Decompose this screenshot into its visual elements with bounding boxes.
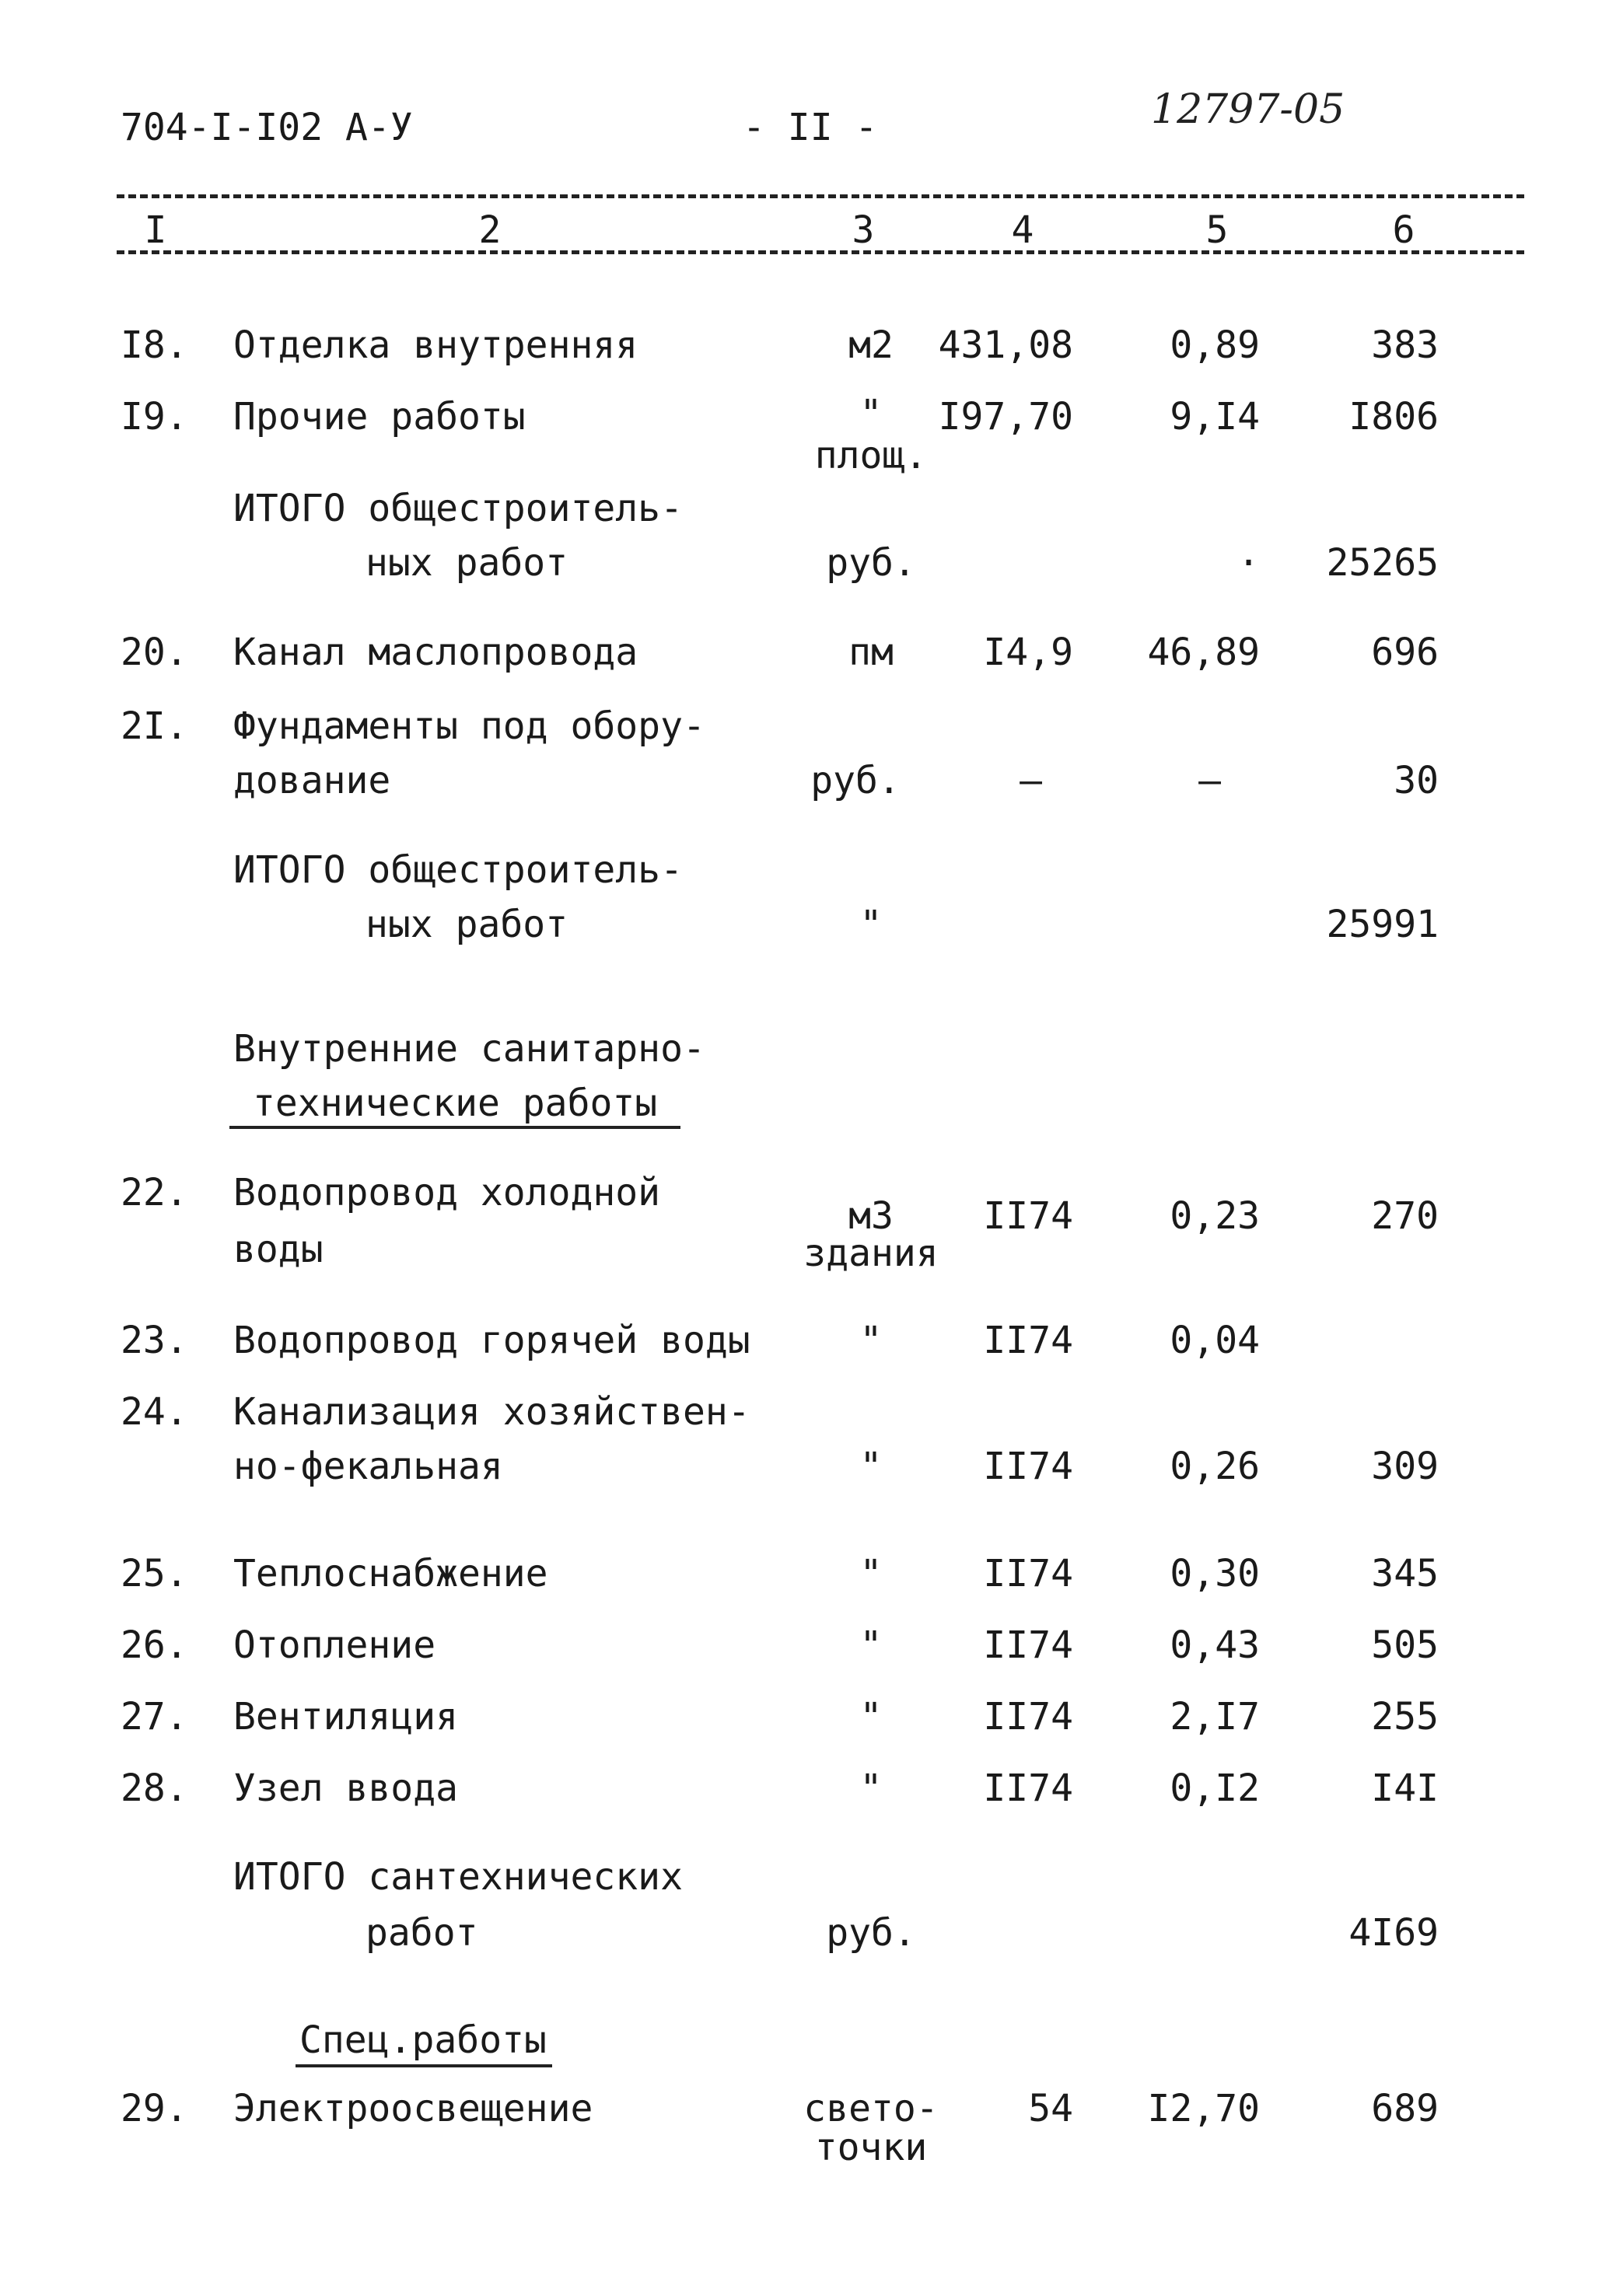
handwritten-number: 12797-05 (1151, 86, 1345, 133)
row-unit-price: 0,43 (1170, 1623, 1260, 1667)
row-unit-price: 0,04 (1170, 1319, 1260, 1362)
row-quantity: II74 (983, 1194, 1073, 1238)
column-3-header: 3 (852, 208, 875, 252)
row-cost: I806 (1348, 395, 1439, 439)
row-unit: руб. (826, 541, 916, 585)
row-unit-line-2: точки (814, 2126, 928, 2169)
row-unit-price: 46,89 (1147, 631, 1260, 674)
row-cost: 383 (1371, 323, 1439, 367)
row-name-line: Теплоснабжение (233, 1552, 548, 1595)
section-heading-line-2: технические работы (253, 1082, 658, 1125)
row-quantity: II74 (983, 1767, 1073, 1810)
row-unit: пм (848, 631, 894, 674)
row-unit: " (859, 1623, 883, 1667)
column-1-header: I (144, 208, 167, 252)
row-name-line: Фундаменты под обору- (233, 704, 705, 748)
row-number: 25. (121, 1552, 188, 1595)
row-unit-price: 0,26 (1170, 1445, 1260, 1488)
row-number: I9. (121, 395, 188, 439)
row-name-line: ИТОГО общестроитель- (233, 848, 683, 892)
row-unit: свето- (803, 2087, 939, 2130)
row-number: 22. (121, 1171, 188, 1214)
row-name-line: ИТОГО сантехнических (233, 1855, 683, 1899)
row-number: 28. (121, 1767, 188, 1810)
row-name-line-2: дование (233, 759, 391, 802)
column-header-bottom-rule (117, 250, 1524, 254)
row-name-line-2: но-фекальная (233, 1445, 503, 1488)
row-quantity: II74 (983, 1623, 1073, 1667)
section-heading-underline (229, 1126, 680, 1129)
row-unit-price: 0,I2 (1170, 1767, 1260, 1810)
row-unit-line-2: здания (803, 1232, 939, 1275)
document-code: 704-I-I02 А-У (121, 106, 413, 149)
row-number: I8. (121, 323, 188, 367)
row-number: 24. (121, 1390, 188, 1434)
row-unit-line-2: площ. (814, 434, 928, 477)
row-name-line: Прочие работы (233, 395, 526, 439)
row-cost: 505 (1371, 1623, 1439, 1667)
column-5-header: 5 (1205, 208, 1229, 252)
row-quantity: 431,08 (938, 323, 1073, 367)
row-number: 27. (121, 1695, 188, 1739)
row-cost: I4I (1371, 1767, 1439, 1810)
row-quantity: I97,70 (938, 395, 1073, 439)
row-name-line: Канализация хозяйствен- (233, 1390, 750, 1434)
row-unit-price: 0,23 (1170, 1194, 1260, 1238)
row-cost: 30 (1394, 759, 1439, 802)
row-cost: 689 (1371, 2087, 1439, 2130)
row-unit-price: 0,89 (1170, 323, 1260, 367)
column-header-top-rule (117, 194, 1524, 198)
row-cost: 309 (1371, 1445, 1439, 1488)
row-quantity: I4,9 (983, 631, 1073, 674)
row-name-line-2: ных работ (366, 903, 568, 946)
row-cost: 25991 (1326, 903, 1439, 946)
row-cost: 255 (1371, 1695, 1439, 1739)
row-unit-price: 9,I4 (1170, 395, 1260, 439)
row-name-line: Отделка внутренняя (233, 323, 638, 367)
row-name-line: ИТОГО общестроитель- (233, 487, 683, 530)
row-quantity: 54 (1028, 2087, 1073, 2130)
row-name-line: Вентиляция (233, 1695, 458, 1739)
row-unit-price: – (1198, 759, 1221, 802)
column-6-header: 6 (1392, 208, 1415, 252)
row-unit: " (859, 1552, 883, 1595)
row-unit: руб. (826, 1911, 916, 1955)
row-cost: 345 (1371, 1552, 1439, 1595)
row-name-line: Водопровод холодной (233, 1171, 661, 1214)
row-cost: 270 (1371, 1194, 1439, 1238)
column-2-header: 2 (478, 208, 502, 252)
row-name-line: Узел ввода (233, 1767, 458, 1810)
row-number: 29. (121, 2087, 188, 2130)
row-unit: " (859, 1767, 883, 1810)
row-number: 20. (121, 631, 188, 674)
row-unit-price: 0,30 (1170, 1552, 1260, 1595)
row-name-line: Водопровод горячей воды (233, 1319, 750, 1362)
row-name-line: Электроосвещение (233, 2087, 593, 2130)
row-name-line-2: воды (233, 1228, 324, 1271)
row-quantity: II74 (983, 1695, 1073, 1739)
section-heading-underline (296, 2064, 552, 2067)
row-quantity: II74 (983, 1319, 1073, 1362)
row-number: 2I. (121, 704, 188, 748)
row-quantity: II74 (983, 1445, 1073, 1488)
row-unit: " (859, 1319, 883, 1362)
row-unit: руб. (810, 759, 901, 802)
row-cost: 4I69 (1348, 1911, 1439, 1955)
row-unit: " (859, 903, 883, 946)
row-name-line: Отопление (233, 1623, 436, 1667)
section-heading-line: Внутренние санитарно- (233, 1027, 705, 1071)
page-number: - II - (743, 106, 878, 149)
row-quantity: – (1020, 759, 1042, 802)
row-number: 26. (121, 1623, 188, 1667)
row-name-line-2: работ (366, 1911, 478, 1955)
row-unit-price: · (1237, 541, 1260, 585)
section-heading-line: Спец.работы (299, 2018, 547, 2062)
row-unit: м2 (848, 323, 894, 367)
row-name-line-2: ных работ (366, 541, 568, 585)
row-unit-price: I2,70 (1147, 2087, 1260, 2130)
column-4-header: 4 (1011, 208, 1034, 252)
row-unit: " (859, 1445, 883, 1488)
row-name-line: Канал маслопровода (233, 631, 638, 674)
row-cost: 25265 (1326, 541, 1439, 585)
row-number: 23. (121, 1319, 188, 1362)
row-unit: " (859, 1695, 883, 1739)
row-unit: м3 (848, 1194, 894, 1238)
row-cost: 696 (1371, 631, 1439, 674)
row-quantity: II74 (983, 1552, 1073, 1595)
row-unit: " (859, 392, 883, 435)
row-unit-price: 2,I7 (1170, 1695, 1260, 1739)
